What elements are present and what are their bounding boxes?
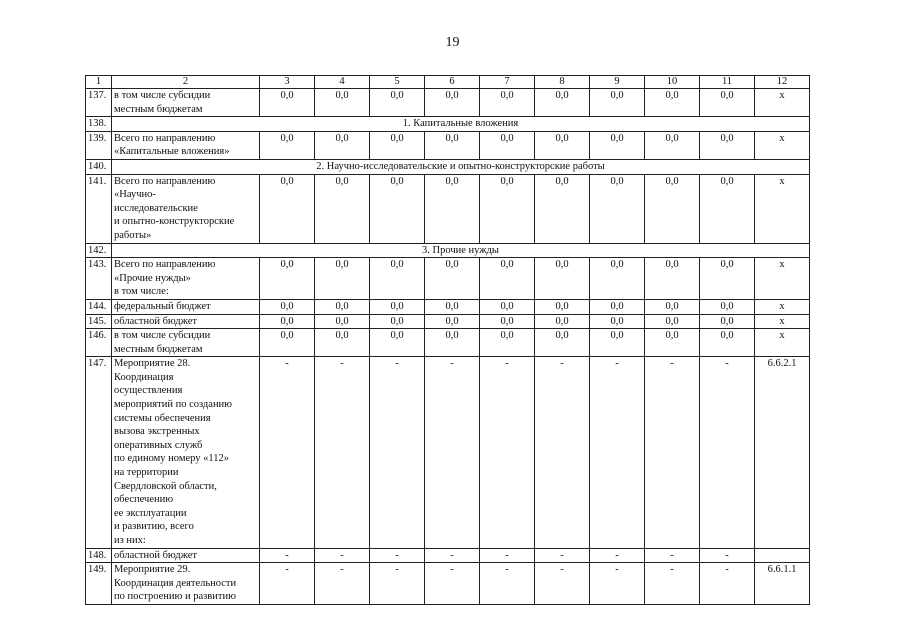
value-cell: - bbox=[590, 548, 645, 563]
value-cell: 0,0 bbox=[315, 89, 370, 117]
row-name-line: областной бюджет bbox=[114, 549, 197, 561]
value-cell: 0,0 bbox=[535, 258, 590, 300]
row-name-line: федеральный бюджет bbox=[114, 300, 211, 312]
value-cell: - bbox=[315, 357, 370, 548]
value-cell: 0,0 bbox=[425, 89, 480, 117]
value-cell: - bbox=[590, 357, 645, 548]
row-name-line: осуществления bbox=[114, 385, 183, 397]
target-indicator-cell: 6.6.2.1 bbox=[755, 357, 810, 548]
row-name-line: работы» bbox=[114, 229, 152, 241]
section-row bbox=[86, 243, 810, 258]
value-cell: 0,0 bbox=[700, 89, 755, 117]
column-number-cell: 12 bbox=[755, 76, 810, 89]
value-cell: 0,0 bbox=[700, 314, 755, 329]
value-cell: 0,0 bbox=[370, 314, 425, 329]
value-cell: 0,0 bbox=[425, 329, 480, 357]
value-cell: 0,0 bbox=[480, 329, 535, 357]
value-cell: 0,0 bbox=[645, 174, 700, 243]
row-name-line: Мероприятие 28. bbox=[114, 358, 191, 370]
value-cell: - bbox=[260, 548, 315, 563]
value-cell: 0,0 bbox=[645, 258, 700, 300]
value-cell: 0,0 bbox=[370, 174, 425, 243]
value-cell: 0,0 bbox=[480, 314, 535, 329]
value-cell: 0,0 bbox=[590, 299, 645, 314]
row-name-line: Координация деятельности bbox=[114, 577, 237, 589]
column-number-cell: 9 bbox=[590, 76, 645, 89]
row-number: 139. bbox=[86, 131, 112, 159]
row-name-line: Координация bbox=[114, 371, 174, 383]
value-cell: 0,0 bbox=[370, 329, 425, 357]
section-row bbox=[86, 159, 810, 174]
row-number: 147. bbox=[86, 357, 112, 548]
row-name bbox=[112, 174, 260, 243]
column-number-cell: 5 bbox=[370, 76, 425, 89]
column-number-cell: 3 bbox=[260, 76, 315, 89]
value-cell: 0,0 bbox=[315, 329, 370, 357]
row-number: 148. bbox=[86, 548, 112, 563]
row-name-line: обеспечению bbox=[114, 494, 174, 506]
row-name-line: местным бюджетам bbox=[114, 343, 203, 355]
value-cell: 0,0 bbox=[425, 299, 480, 314]
column-number-row bbox=[86, 76, 810, 89]
row-name-line: областной бюджет bbox=[114, 315, 197, 327]
row-number: 145. bbox=[86, 314, 112, 329]
value-cell: 0,0 bbox=[260, 258, 315, 300]
value-cell: - bbox=[370, 357, 425, 548]
value-cell: - bbox=[370, 548, 425, 563]
row-name-line: в том числе: bbox=[114, 286, 169, 298]
value-cell: 0,0 bbox=[590, 258, 645, 300]
value-cell: 0,0 bbox=[260, 131, 315, 159]
value-cell: - bbox=[480, 548, 535, 563]
row-name-line: по единому номеру «112» bbox=[114, 453, 229, 465]
row-name-line: оперативных служб bbox=[114, 439, 203, 451]
value-cell: - bbox=[370, 563, 425, 605]
value-cell: 0,0 bbox=[480, 258, 535, 300]
value-cell: 0,0 bbox=[425, 258, 480, 300]
row-name-line: из них: bbox=[114, 535, 146, 546]
row-name-line: в том числе субсидии bbox=[114, 90, 211, 101]
table-row bbox=[86, 563, 810, 605]
value-cell: - bbox=[480, 357, 535, 548]
row-name-line: и развитию, всего bbox=[114, 521, 194, 533]
value-cell: 0,0 bbox=[700, 258, 755, 300]
value-cell: 0,0 bbox=[700, 131, 755, 159]
column-number-cell: 10 bbox=[645, 76, 700, 89]
value-cell: - bbox=[645, 548, 700, 563]
value-cell: - bbox=[700, 548, 755, 563]
row-name-line: «Капитальные вложения» bbox=[114, 146, 230, 158]
row-number: 149. bbox=[86, 563, 112, 605]
row-number: 138. bbox=[86, 117, 112, 132]
row-name bbox=[112, 131, 260, 159]
row-name-line: Всего по направлению bbox=[114, 132, 216, 144]
value-cell: 0,0 bbox=[590, 314, 645, 329]
row-name-line: «Научно- bbox=[114, 189, 156, 201]
row-name-line: и опытно-конструкторские bbox=[114, 216, 235, 228]
target-indicator-cell: х bbox=[755, 329, 810, 357]
value-cell: - bbox=[480, 563, 535, 605]
value-cell: 0,0 bbox=[370, 299, 425, 314]
table-row bbox=[86, 357, 810, 548]
target-indicator-cell: 6.6.1.1 bbox=[755, 563, 810, 605]
row-name bbox=[112, 314, 260, 329]
table-row bbox=[86, 89, 810, 117]
row-name-line: на территории bbox=[114, 467, 179, 479]
row-name-line: Мероприятие 29. bbox=[114, 564, 191, 576]
row-number: 143. bbox=[86, 258, 112, 300]
value-cell: 0,0 bbox=[260, 299, 315, 314]
value-cell: 0,0 bbox=[370, 89, 425, 117]
value-cell: 0,0 bbox=[370, 258, 425, 300]
value-cell: - bbox=[590, 563, 645, 605]
target-indicator-cell: х bbox=[755, 314, 810, 329]
page-number: 19 bbox=[445, 35, 460, 50]
column-number-cell: 11 bbox=[700, 76, 755, 89]
value-cell: - bbox=[535, 357, 590, 548]
row-name-line: системы обеспечения bbox=[114, 412, 211, 424]
value-cell: 0,0 bbox=[425, 314, 480, 329]
value-cell: 0,0 bbox=[535, 174, 590, 243]
value-cell: 0,0 bbox=[535, 89, 590, 117]
value-cell: 0,0 bbox=[535, 329, 590, 357]
row-name bbox=[112, 89, 260, 117]
value-cell: 0,0 bbox=[590, 329, 645, 357]
value-cell: - bbox=[425, 548, 480, 563]
value-cell: - bbox=[700, 563, 755, 605]
row-number: 140. bbox=[86, 159, 112, 174]
row-name-line: в том числе субсидии bbox=[114, 330, 211, 342]
row-number: 137. bbox=[86, 89, 112, 117]
row-name-line: вызова экстренных bbox=[114, 426, 200, 438]
value-cell: 0,0 bbox=[425, 174, 480, 243]
table-row bbox=[86, 314, 810, 329]
value-cell: 0,0 bbox=[425, 131, 480, 159]
row-name bbox=[112, 329, 260, 357]
column-number-cell: 6 bbox=[425, 76, 480, 89]
row-name-line: мероприятий по созданию bbox=[114, 399, 233, 411]
row-name bbox=[112, 563, 260, 605]
row-number: 141. bbox=[86, 174, 112, 243]
value-cell: 0,0 bbox=[535, 131, 590, 159]
value-cell: 0,0 bbox=[315, 258, 370, 300]
row-name-line: исследовательские bbox=[114, 202, 198, 214]
value-cell: 0,0 bbox=[260, 89, 315, 117]
table-row bbox=[86, 329, 810, 357]
value-cell: 0,0 bbox=[535, 299, 590, 314]
target-indicator-cell: х bbox=[755, 258, 810, 300]
value-cell: - bbox=[425, 563, 480, 605]
value-cell: 0,0 bbox=[535, 314, 590, 329]
value-cell: - bbox=[425, 357, 480, 548]
target-indicator-cell bbox=[755, 548, 810, 563]
row-number: 144. bbox=[86, 299, 112, 314]
value-cell: - bbox=[260, 357, 315, 548]
value-cell: - bbox=[645, 357, 700, 548]
row-name-line: по построению и развитию bbox=[114, 591, 236, 603]
value-cell: - bbox=[260, 563, 315, 605]
table-row bbox=[86, 258, 810, 300]
column-number-cell: 1 bbox=[86, 76, 112, 89]
row-name bbox=[112, 258, 260, 300]
column-number-cell: 7 bbox=[480, 76, 535, 89]
value-cell: 0,0 bbox=[315, 314, 370, 329]
table-row bbox=[86, 548, 810, 563]
value-cell: 0,0 bbox=[480, 89, 535, 117]
target-indicator-cell: х bbox=[755, 299, 810, 314]
target-indicator-cell: х bbox=[755, 174, 810, 243]
value-cell: 0,0 bbox=[700, 174, 755, 243]
value-cell: 0,0 bbox=[590, 174, 645, 243]
row-name-line: Свердловской области, bbox=[114, 480, 217, 492]
value-cell: 0,0 bbox=[700, 329, 755, 357]
row-name bbox=[112, 357, 260, 548]
value-cell: - bbox=[535, 563, 590, 605]
row-name bbox=[112, 299, 260, 314]
column-number-cell: 8 bbox=[535, 76, 590, 89]
value-cell: 0,0 bbox=[645, 314, 700, 329]
column-number-cell: 2 bbox=[112, 76, 260, 89]
value-cell: 0,0 bbox=[480, 174, 535, 243]
value-cell: 0,0 bbox=[315, 131, 370, 159]
row-number: 142. bbox=[86, 243, 112, 258]
value-cell: 0,0 bbox=[700, 299, 755, 314]
value-cell: 0,0 bbox=[645, 329, 700, 357]
value-cell: - bbox=[700, 357, 755, 548]
value-cell: 0,0 bbox=[315, 299, 370, 314]
value-cell: 0,0 bbox=[480, 131, 535, 159]
value-cell: 0,0 bbox=[645, 131, 700, 159]
value-cell: 0,0 bbox=[590, 131, 645, 159]
row-name-line: ее эксплуатации bbox=[114, 507, 187, 519]
value-cell: 0,0 bbox=[260, 314, 315, 329]
value-cell: 0,0 bbox=[315, 174, 370, 243]
value-cell: 0,0 bbox=[260, 174, 315, 243]
row-name-line: местным бюджетам bbox=[114, 103, 203, 115]
budget-table bbox=[85, 75, 810, 605]
section-title: 2. Научно-исследовательские и опытно-конструкторские работы bbox=[112, 159, 810, 174]
value-cell: 0,0 bbox=[590, 89, 645, 117]
row-name-line: «Прочие нужды» bbox=[114, 272, 191, 284]
value-cell: - bbox=[535, 548, 590, 563]
value-cell: - bbox=[315, 563, 370, 605]
value-cell: 0,0 bbox=[645, 89, 700, 117]
row-number: 146. bbox=[86, 329, 112, 357]
row-name-line: Всего по направлению bbox=[114, 259, 216, 271]
row-name bbox=[112, 548, 260, 563]
value-cell: - bbox=[645, 563, 700, 605]
section-title: 3. Прочие нужды bbox=[112, 243, 810, 258]
target-indicator-cell: х bbox=[755, 89, 810, 117]
table-row bbox=[86, 174, 810, 243]
column-number-cell: 4 bbox=[315, 76, 370, 89]
section-row bbox=[86, 117, 810, 132]
target-indicator-cell: х bbox=[755, 131, 810, 159]
value-cell: 0,0 bbox=[370, 131, 425, 159]
row-name-line: Всего по направлению bbox=[114, 175, 216, 187]
value-cell: 0,0 bbox=[480, 299, 535, 314]
value-cell: 0,0 bbox=[260, 329, 315, 357]
value-cell: - bbox=[315, 548, 370, 563]
value-cell: 0,0 bbox=[645, 299, 700, 314]
table-row bbox=[86, 131, 810, 159]
table-row bbox=[86, 299, 810, 314]
section-title: 1. Капитальные вложения bbox=[112, 117, 810, 132]
